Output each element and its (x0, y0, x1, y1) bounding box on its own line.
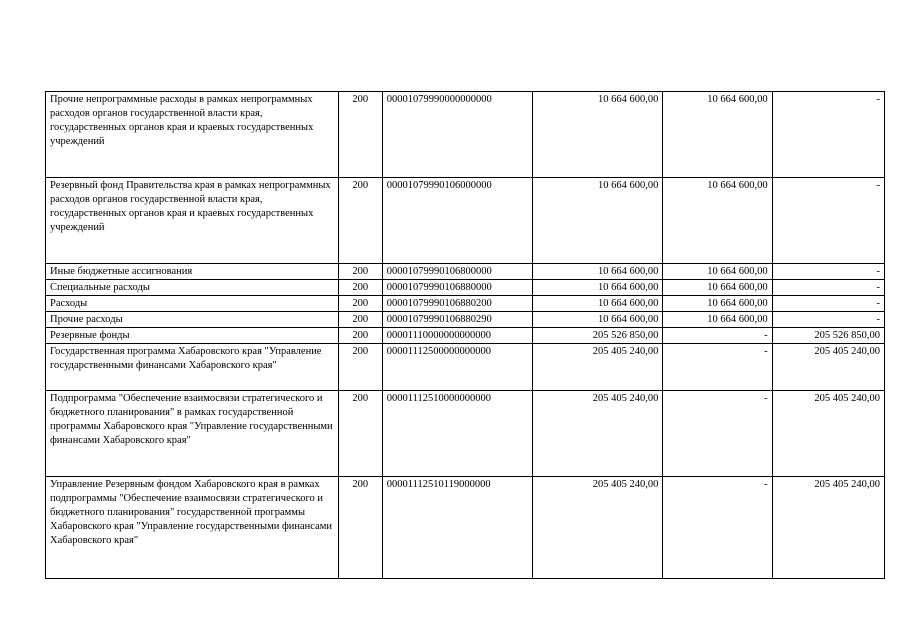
row-csr-cell: 00001110000000000000 (382, 328, 532, 344)
row-code-cell: 200 (338, 264, 382, 280)
row-amount2-cell: - (663, 477, 772, 579)
row-amount1-cell: 10 664 600,00 (533, 312, 663, 328)
row-code-cell: 200 (338, 477, 382, 579)
row-amount2-cell: - (663, 328, 772, 344)
row-code-cell: 200 (338, 92, 382, 178)
row-amount1-cell: 205 526 850,00 (533, 328, 663, 344)
row-amount1-cell: 10 664 600,00 (533, 296, 663, 312)
row-csr-cell: 00001079990106880290 (382, 312, 532, 328)
row-csr-cell: 00001079990106880000 (382, 280, 532, 296)
budget-table (45, 91, 885, 579)
row-amount3-cell: - (772, 92, 884, 178)
row-code-cell: 200 (338, 328, 382, 344)
row-csr-cell: 00001079990106880200 (382, 296, 532, 312)
row-code-cell: 200 (338, 391, 382, 477)
row-amount3-cell: - (772, 312, 884, 328)
row-amount3-cell: 205 405 240,00 (772, 477, 884, 579)
row-amount3-cell: 205 526 850,00 (772, 328, 884, 344)
row-code-cell: 200 (338, 344, 382, 391)
row-amount3-cell: 205 405 240,00 (772, 391, 884, 477)
row-csr-cell: 00001112500000000000 (382, 344, 532, 391)
row-name-cell: Специальные расходы (46, 280, 339, 296)
row-name-cell: Прочие непрограммные расходы в рамках непрограммных расходов органов государственной власти края, государственных органов края и краевых государственных учреждений (46, 92, 339, 178)
row-amount2-cell: - (663, 391, 772, 477)
row-csr-cell: 00001079990106000000 (382, 178, 532, 264)
row-amount1-cell: 10 664 600,00 (533, 92, 663, 178)
row-amount1-cell: 205 405 240,00 (533, 477, 663, 579)
row-amount2-cell: 10 664 600,00 (663, 296, 772, 312)
row-name-cell: Резервные фонды (46, 328, 339, 344)
row-amount3-cell: - (772, 178, 884, 264)
row-amount3-cell: - (772, 264, 884, 280)
row-amount3-cell: - (772, 280, 884, 296)
row-amount2-cell: - (663, 344, 772, 391)
row-name-cell: Иные бюджетные ассигнования (46, 264, 339, 280)
row-amount1-cell: 10 664 600,00 (533, 178, 663, 264)
row-amount3-cell: 205 405 240,00 (772, 344, 884, 391)
row-name-cell: Прочие расходы (46, 312, 339, 328)
row-amount3-cell: - (772, 296, 884, 312)
row-csr-cell: 00001112510119000000 (382, 477, 532, 579)
row-code-cell: 200 (338, 280, 382, 296)
row-amount1-cell: 10 664 600,00 (533, 280, 663, 296)
table-row (46, 477, 885, 579)
row-csr-cell: 00001079990106800000 (382, 264, 532, 280)
row-amount2-cell: 10 664 600,00 (663, 178, 772, 264)
row-code-cell: 200 (338, 178, 382, 264)
row-name-cell: Расходы (46, 296, 339, 312)
row-name-cell: Государственная программа Хабаровского края "Управление государственными финансами Хабаровского края" (46, 344, 339, 391)
table-row (46, 178, 885, 264)
table-row (46, 391, 885, 477)
table-row (46, 296, 885, 312)
row-code-cell: 200 (338, 296, 382, 312)
table-row (46, 328, 885, 344)
table-row (46, 312, 885, 328)
row-csr-cell: 00001079990000000000 (382, 92, 532, 178)
row-amount2-cell: 10 664 600,00 (663, 280, 772, 296)
row-code-cell: 200 (338, 312, 382, 328)
row-amount2-cell: 10 664 600,00 (663, 92, 772, 178)
table-row (46, 280, 885, 296)
table-row (46, 344, 885, 391)
row-amount1-cell: 205 405 240,00 (533, 391, 663, 477)
row-amount2-cell: 10 664 600,00 (663, 312, 772, 328)
table-row (46, 264, 885, 280)
row-name-cell: Резервный фонд Правительства края в рамках непрограммных расходов органов государственной власти края, государственных органов края и краевых государственных учреждений (46, 178, 339, 264)
row-amount2-cell: 10 664 600,00 (663, 264, 772, 280)
row-name-cell: Управление Резервным фондом Хабаровского края в рамках подпрограммы "Обеспечение взаимосвязи стратегического и бюджетного планирования" государственной программы Хабаровского края "Управление государственными финансами Хабаровского края" (46, 477, 339, 579)
row-name-cell: Подпрограмма "Обеспечение взаимосвязи стратегического и бюджетного планирования" в рамках государственной программы Хабаровского края "Управление государственными финансами Хабаровского края" (46, 391, 339, 477)
row-csr-cell: 00001112510000000000 (382, 391, 532, 477)
table-row (46, 92, 885, 178)
row-amount1-cell: 205 405 240,00 (533, 344, 663, 391)
row-amount1-cell: 10 664 600,00 (533, 264, 663, 280)
